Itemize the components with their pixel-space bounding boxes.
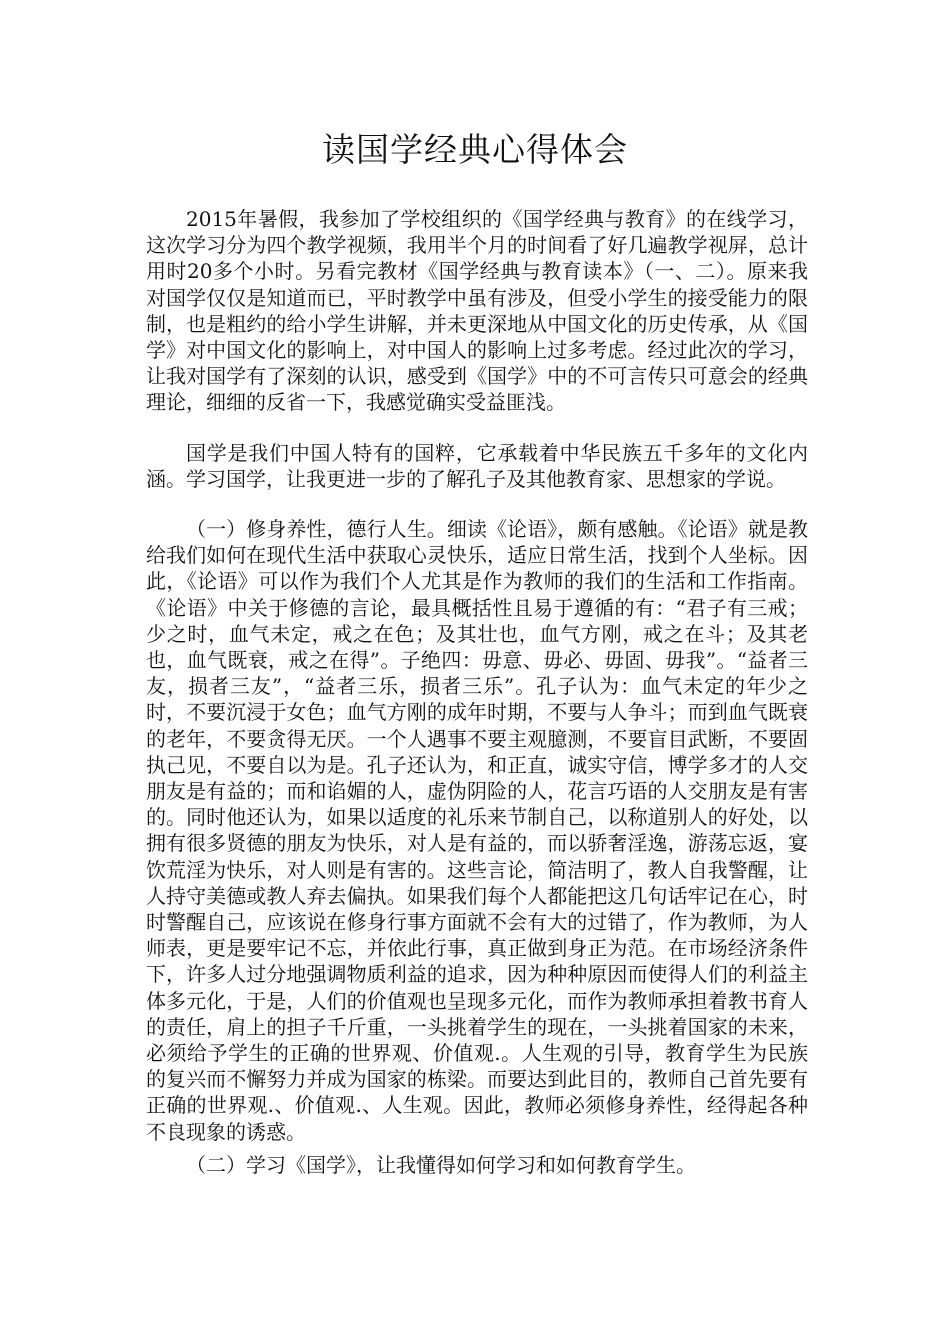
paragraph-text: 国学是我们中国人特有的国粹，它承载着中华民族五千多年的文化内涵。学习国学，让我更进一步的了解孔子及其他教育家、思想家的学说。 xyxy=(146,441,808,492)
paragraph-text: （一）修身养性，德行人生。细读《论语》，颇有感触。《论语》就是教给我们如何在现代生活中获取心灵快乐，适应日常生活，找到个人坐标。因此，《论语》可以作为我们个人尤其是作为教师的我们的生活和工作指南。《论语》中关于修德的言论，最具概括性且易于遵循的有：“君子有三戒；少之时，血气未定，戒之在色；及其壮也，血气方刚，戒之在斗；及其老也，血气既衰，戒之在得”。子绝四：毋意、毋必、毋固、毋我”。“益者三友，损者三友”，“益者三乐，损者三乐”。孔子认为：血气未定的年少之时，不要沉浸于女色；血气方刚的成年时期，不要与人争斗；而到血气既衰的老年，不要贪得无厌。一个人遇事不要主观臆测，不要盲目武断，不要固执己见，不要自以为是。孔子还认为，和正直，诚实守信，博学多才的人交朋友是有益的；而和谄媚的人，虚伪阴险的人，花言巧语的人交朋友是有害的。同时他还认为，如果以适度的礼乐来节制自己，以称道别人的好处，以拥有很多贤德的朋友为快乐，对人是有益的，而以骄奢淫逸，游荡忘返，宴饮荒淫为快乐，对人则是有害的。这些言论，简洁明了，教人自我警醒，让人持守美德或教人弃去偏执。如果我们每个人都能把这几句话牢记在心，时时警醒自己，应该说在修身行事方面就不会有大的过错了，作为教师，为人师表，更是要牢记不忘，并依此行事，真正做到身正为范。在市场经济条件下，许多人过分地强调物质利益的追求，因为种种原因而使得人们的利益主体多元化，于是，人们的价值观也呈现多元化，而作为教师承担着教书育人的责任，肩上的担子千斤重，一头挑着学生的现在，一头挑着国家的未来，必须给予学生的正确的世界观、价值观.。人生观的引导，教育学生为民族的复兴而不懈努力并成为国家的栋梁。而要达到此目的，教师自己首先要有正确的世界观.、价值观.、人生观。因此，教师必须修身养性，经得起各种不良现象的诱惑。 xyxy=(146,517,808,1144)
paragraph-intro xyxy=(146,206,808,416)
document-title: 读国学经典心得体会 xyxy=(322,130,628,169)
paragraph-section-two xyxy=(146,1152,808,1178)
paragraph-text: 2015年暑假，我参加了学校组织的《国学经典与教育》的在线学习，这次学习分为四个教学视频，我用半个月的时间看了好几遍教学视屏，总计用时20多个小时。另看完教材《国学经典与教育读本》（一、二）。原来我对国学仅仅是知道而已，平时教学中虽有涉及，但受小学生的接受能力的限制，也是粗约的给小学生讲解，并未更深地从中国文化的历史传承，从《国学》对中国文化的影响上，对中国人的影响上过多考虑。经过此次的学习，让我对国学有了深刻的认识，感受到《国学》中的不可言传只可意会的经典理论，细细的反省一下，我感觉确实受益匪浅。 xyxy=(146,207,808,415)
paragraph-guoxue xyxy=(146,440,808,492)
paragraph-text: （二）学习《国学》，让我懂得如何学习和如何教育学生。 xyxy=(186,1153,696,1177)
paragraph-section-one xyxy=(146,516,808,1145)
